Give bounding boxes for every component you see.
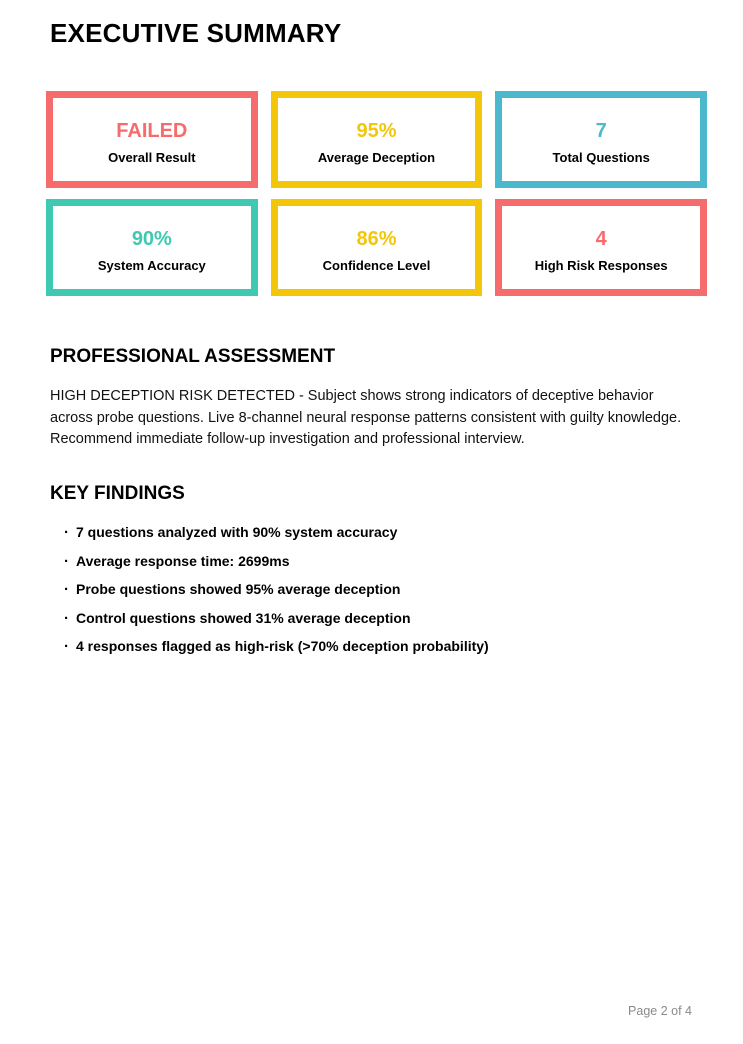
stat-card-label: Average Deception <box>317 150 436 165</box>
key-findings-list <box>64 524 489 667</box>
stat-card-label: Total Questions <box>552 150 650 165</box>
finding-item <box>64 524 489 541</box>
stat-card-label: Confidence Level <box>322 258 431 273</box>
stat-card-high-risk-responses <box>495 199 707 296</box>
stat-card-average-deception <box>271 91 483 188</box>
finding-text: 7 questions analyzed with 90% system accuracy <box>76 524 398 540</box>
finding-text: Average response time: 2699ms <box>76 552 290 569</box>
key-findings-heading: KEY FINDINGS <box>50 483 185 504</box>
stat-card-total-questions <box>495 91 707 188</box>
finding-text: Probe questions showed 95% average deception <box>76 581 401 597</box>
bullet-icon: · <box>64 524 69 541</box>
stat-card-value: 90% <box>131 228 172 250</box>
finding-item <box>64 610 489 627</box>
bullet-icon: · <box>64 609 69 627</box>
bullet-icon: · <box>64 638 69 655</box>
stat-card-grid <box>46 91 707 296</box>
stat-card-label: High Risk Responses <box>534 258 668 273</box>
stat-card-value: 95% <box>356 120 397 142</box>
professional-assessment-heading: PROFESSIONAL ASSESSMENT <box>50 346 336 367</box>
stat-card-label: Overall Result <box>108 150 196 165</box>
finding-text: 4 responses flagged as high-risk (>70% deception probability) <box>76 638 489 654</box>
stat-card-confidence-level <box>271 199 483 296</box>
bullet-icon: · <box>64 581 69 598</box>
stat-card-value: 4 <box>595 228 607 250</box>
finding-text: Control questions showed 31% average deception <box>76 609 411 626</box>
bullet-icon: · <box>64 552 69 570</box>
professional-assessment-body: HIGH DECEPTION RISK DETECTED - Subject shows strong indicators of deceptive behavior across probe questions. Live 8-channel neural response patterns consistent with guilty knowledge. Recommend immediate follow-up investigation and professional interview. <box>50 388 682 447</box>
stat-card-value: FAILED <box>116 120 188 142</box>
stat-card-system-accuracy <box>46 199 258 296</box>
finding-item <box>64 638 489 655</box>
stat-card-label: System Accuracy <box>97 258 206 273</box>
stat-card-value: 86% <box>356 228 397 250</box>
stat-card-overall-result <box>46 91 258 188</box>
finding-item <box>64 581 489 598</box>
finding-item <box>64 553 489 570</box>
page-number: Page 2 of 4 <box>628 1004 692 1018</box>
page-title: EXECUTIVE SUMMARY <box>50 18 342 48</box>
stat-card-value: 7 <box>595 120 607 142</box>
